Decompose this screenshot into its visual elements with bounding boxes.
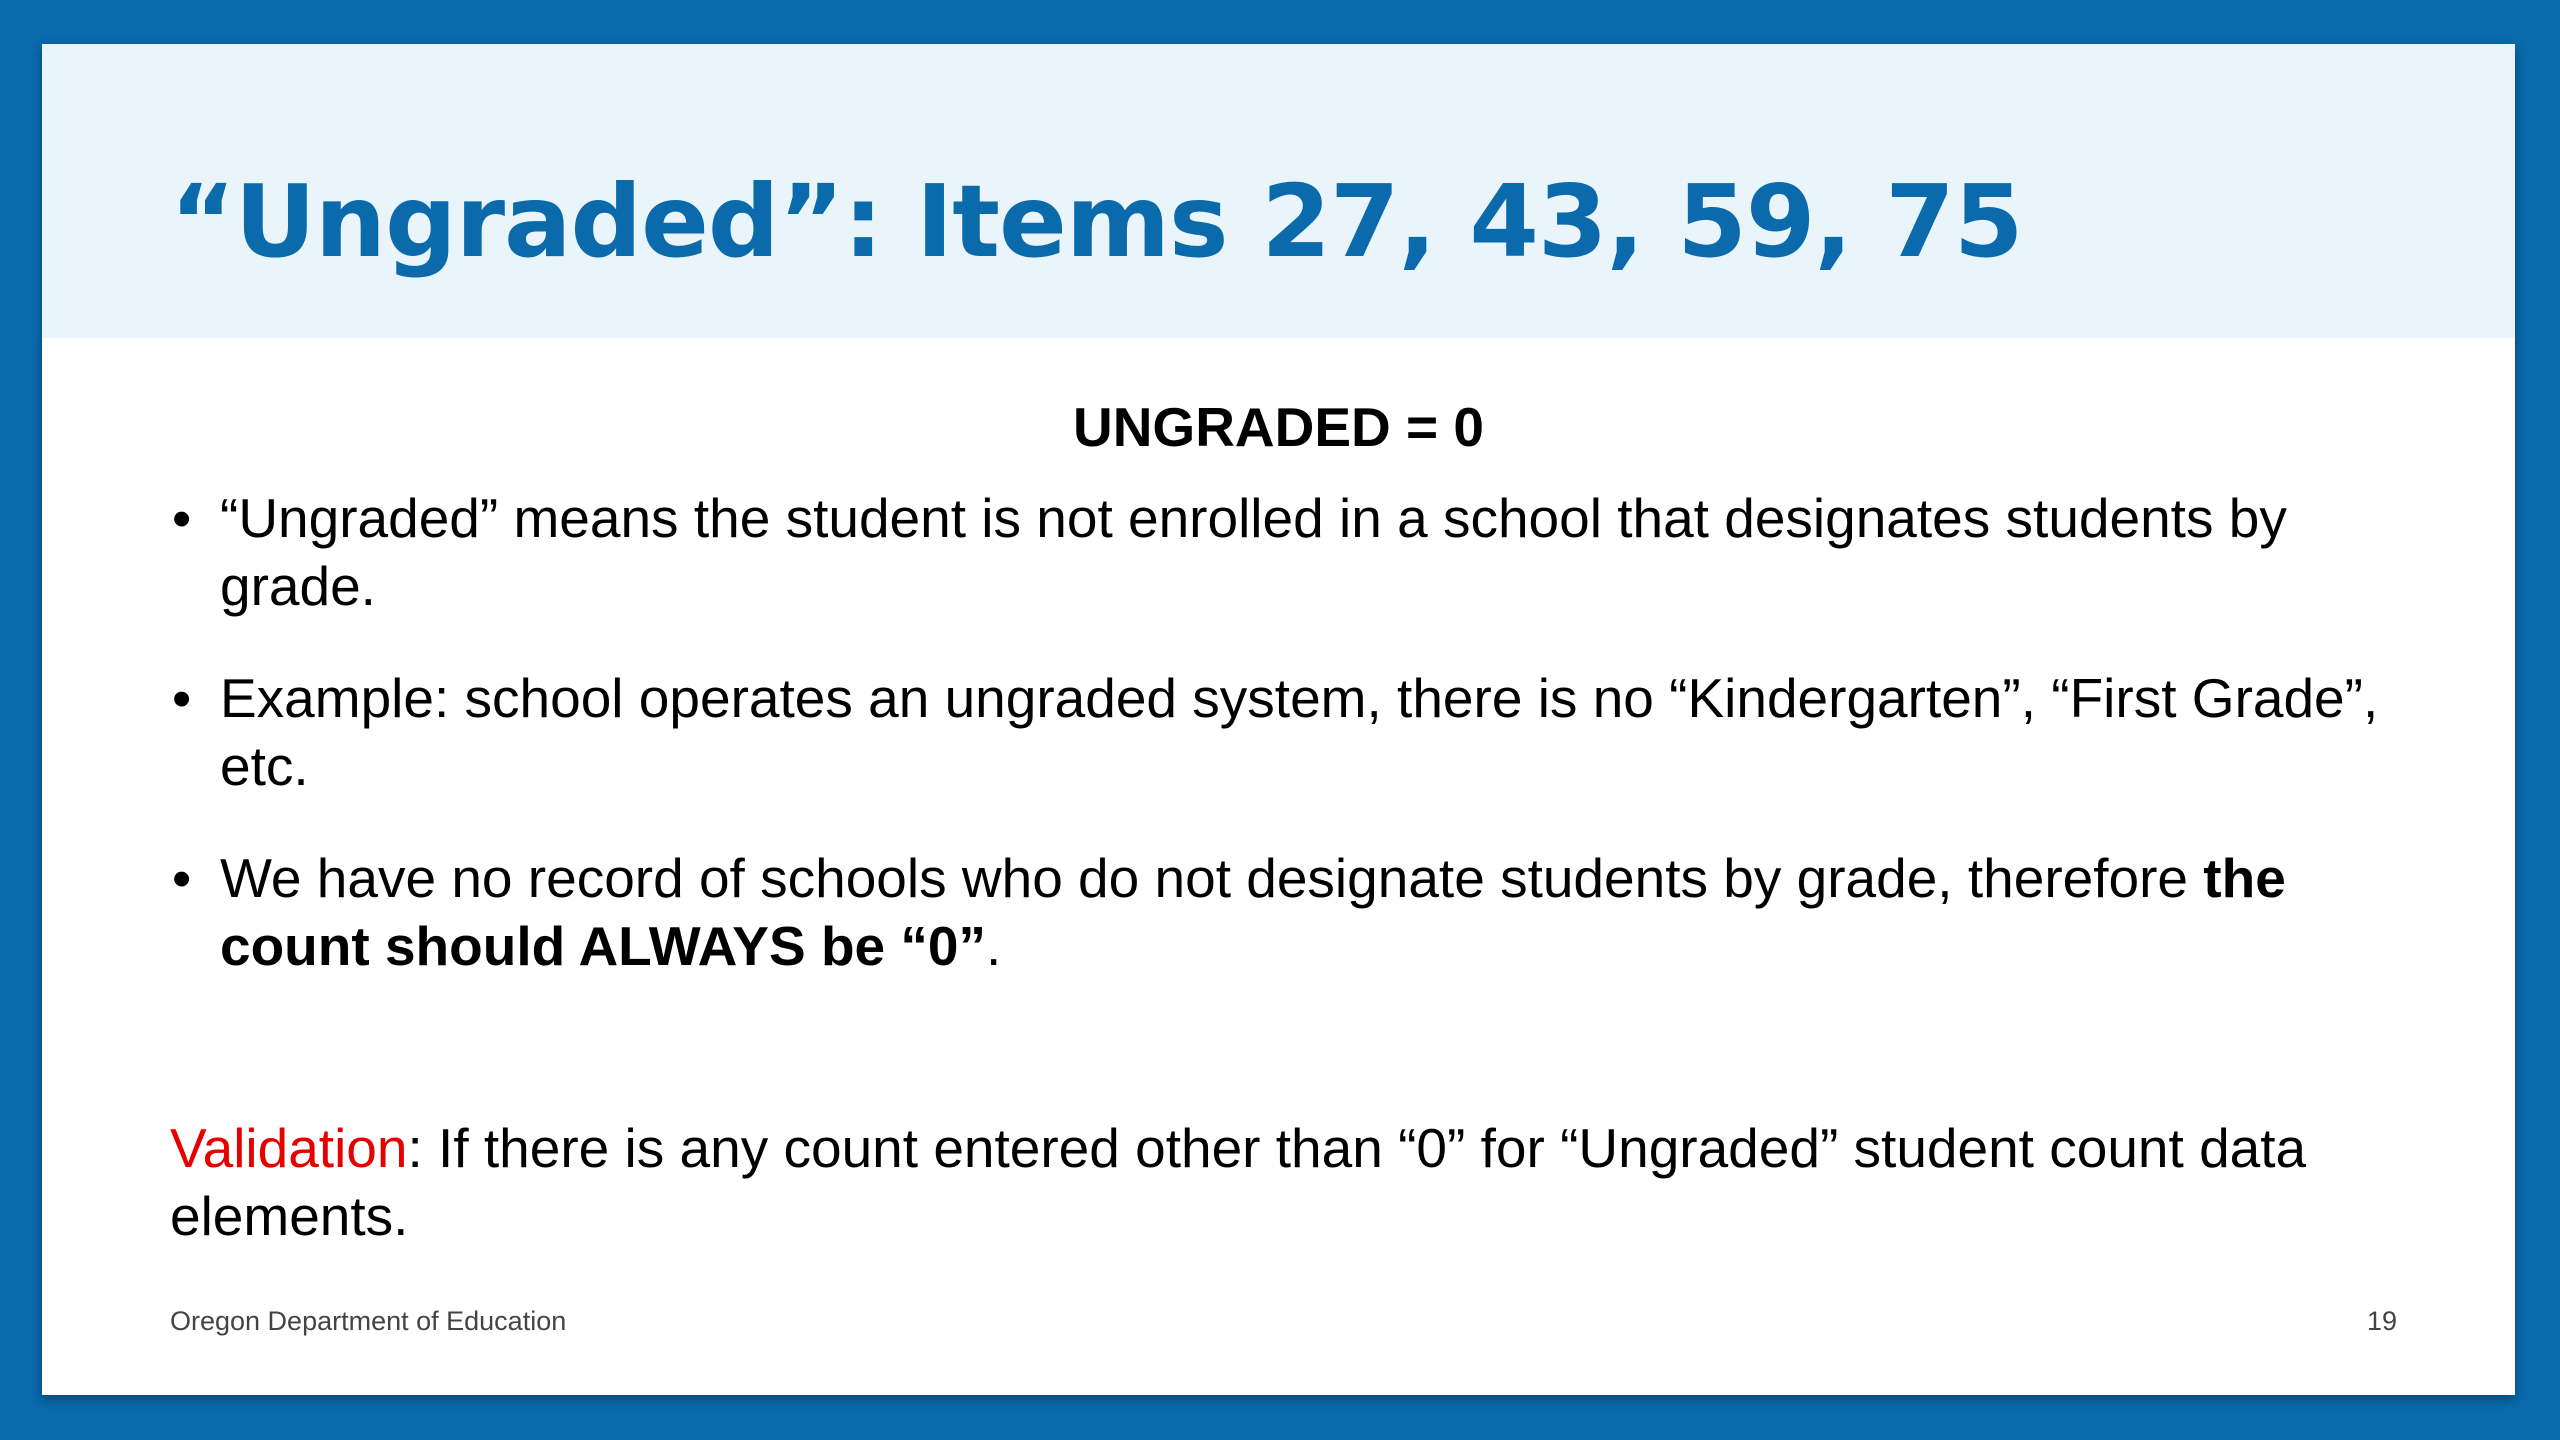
- slide-title: “Ungraded”: Items 27, 43, 59, 75: [170, 163, 2023, 280]
- title-band: [42, 44, 2515, 338]
- bullet-item: [170, 484, 2410, 620]
- page-number: 19: [2366, 1306, 2397, 1336]
- bullet-text: Example: school operates an ungraded system, there is no “Kindergarten”, “First Grade”, etc.: [220, 667, 2379, 797]
- bullet-emphasis: the count should ALWAYS be “0”: [220, 847, 2286, 977]
- bullet-list: [170, 484, 2410, 1024]
- validation-text: If there is any count entered other than “0” for “Ungraded” student count data elements.: [170, 1117, 2307, 1247]
- footer-organization: Oregon Department of Education: [170, 1306, 567, 1336]
- bullet-item: [170, 844, 2410, 980]
- validation-label: Validation: [170, 1117, 408, 1179]
- bullet-icon: •: [172, 487, 192, 549]
- bullet-icon: •: [172, 667, 192, 729]
- slide: [42, 44, 2515, 1395]
- bullet-icon: •: [172, 847, 192, 909]
- validation-separator: :: [407, 1117, 423, 1179]
- slide-subheading: UNGRADED = 0: [1072, 396, 1485, 458]
- bullet-tail: .: [986, 915, 1002, 977]
- bullet-item: [170, 664, 2410, 800]
- validation-note: [170, 1114, 2440, 1250]
- bullet-text: “Ungraded” means the student is not enrolled in a school that designates students by grade.: [220, 487, 2287, 617]
- bullet-text: We have no record of schools who do not designate students by grade, therefore: [220, 847, 2204, 909]
